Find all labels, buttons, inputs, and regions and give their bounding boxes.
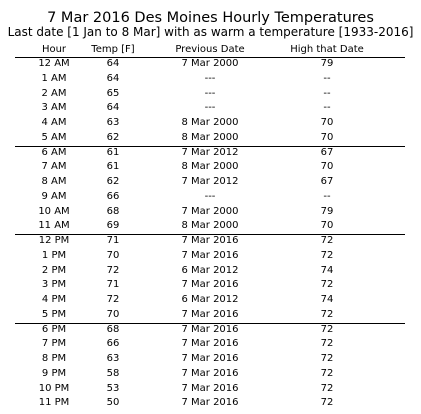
cell-temp: 61 — [106, 161, 120, 173]
cell-high-that-date: 72 — [320, 235, 334, 246]
cell-previous-date: 7 Mar 2016 — [181, 323, 239, 335]
column-header-temp: Temp [F] — [91, 44, 135, 55]
cell-hour: 6 PM — [41, 323, 67, 335]
cell-previous-date: 7 Mar 2012 — [181, 146, 239, 158]
cell-high-that-date: 74 — [320, 294, 334, 305]
cell-hour: 4 AM — [41, 117, 67, 128]
column-header-high-that-date: High that Date — [290, 44, 364, 55]
cell-high-that-date: 72 — [320, 382, 334, 394]
cell-hour: 1 PM — [41, 249, 67, 261]
cell-temp: 66 — [106, 338, 120, 350]
cell-high-that-date: 70 — [320, 220, 334, 232]
cell-previous-date: 7 Mar 2016 — [181, 249, 239, 261]
cell-temp: 50 — [106, 397, 120, 409]
cell-hour: 12 AM — [38, 58, 70, 69]
cell-hour: 2 AM — [41, 87, 67, 99]
cell-high-that-date: 74 — [320, 264, 334, 276]
cell-previous-date: 7 Mar 2016 — [181, 397, 239, 409]
cell-previous-date: 7 Mar 2016 — [181, 367, 239, 379]
cell-temp: 63 — [106, 353, 120, 364]
cell-previous-date: 7 Mar 2016 — [181, 382, 239, 394]
cell-previous-date: --- — [204, 190, 216, 202]
cell-temp: 71 — [106, 235, 120, 246]
cell-previous-date: 7 Mar 2016 — [181, 308, 239, 320]
cell-high-that-date: 72 — [320, 397, 334, 409]
cell-temp: 68 — [106, 323, 120, 335]
cell-previous-date: --- — [204, 72, 216, 84]
cell-temp: 70 — [106, 308, 120, 320]
cell-temp: 61 — [106, 146, 120, 158]
cell-hour: 3 PM — [41, 279, 67, 291]
cell-hour: 10 AM — [38, 205, 70, 217]
cell-temp: 71 — [106, 279, 120, 291]
cell-temp: 62 — [106, 176, 120, 187]
cell-temp: 63 — [106, 117, 120, 128]
cell-previous-date: 6 Mar 2012 — [181, 264, 239, 276]
cell-hour: 8 AM — [41, 176, 67, 187]
cell-previous-date: 8 Mar 2000 — [181, 161, 239, 173]
cell-hour: 9 PM — [41, 367, 67, 379]
cell-high-that-date: 70 — [320, 131, 334, 143]
cell-hour: 10 PM — [38, 382, 70, 394]
cell-high-that-date: 72 — [320, 249, 334, 261]
cell-high-that-date: 72 — [320, 367, 334, 379]
cell-hour: 1 AM — [41, 72, 67, 84]
cell-previous-date: 7 Mar 2016 — [181, 279, 239, 291]
cell-temp: 62 — [106, 131, 120, 143]
cell-temp: 64 — [106, 72, 120, 84]
cell-previous-date: --- — [204, 87, 216, 99]
cell-high-that-date: 72 — [320, 279, 334, 291]
cell-temp: 72 — [106, 294, 120, 305]
cell-high-that-date: -- — [323, 72, 331, 84]
cell-hour: 9 AM — [41, 190, 67, 202]
column-header-previous-date: Previous Date — [175, 44, 245, 55]
cell-temp: 66 — [106, 190, 120, 202]
cell-hour: 3 AM — [41, 102, 67, 114]
cell-hour: 11 AM — [38, 220, 70, 232]
cell-hour: 2 PM — [41, 264, 67, 276]
cell-high-that-date: 70 — [320, 117, 334, 128]
cell-previous-date: 7 Mar 2016 — [181, 353, 239, 364]
cell-previous-date: 7 Mar 2000 — [181, 58, 239, 69]
cell-high-that-date: -- — [323, 190, 331, 202]
cell-high-that-date: 67 — [320, 176, 334, 187]
cell-high-that-date: 70 — [320, 161, 334, 173]
cell-temp: 53 — [106, 382, 120, 394]
cell-previous-date: 8 Mar 2000 — [181, 117, 239, 128]
cell-previous-date: 8 Mar 2000 — [181, 220, 239, 232]
cell-high-that-date: 79 — [320, 205, 334, 217]
cell-high-that-date: 72 — [320, 353, 334, 364]
cell-previous-date: 7 Mar 2016 — [181, 235, 239, 246]
cell-previous-date: --- — [204, 102, 216, 114]
cell-temp: 70 — [106, 249, 120, 261]
cell-hour: 11 PM — [38, 397, 70, 409]
cell-previous-date: 7 Mar 2016 — [181, 338, 239, 350]
cell-high-that-date: 67 — [320, 146, 334, 158]
cell-high-that-date: 72 — [320, 308, 334, 320]
cell-hour: 12 PM — [38, 235, 70, 246]
cell-high-that-date: -- — [323, 87, 331, 99]
cell-temp: 64 — [106, 58, 120, 69]
cell-temp: 72 — [106, 264, 120, 276]
cell-temp: 65 — [106, 87, 120, 99]
cell-hour: 4 PM — [41, 294, 67, 305]
cell-hour: 8 PM — [41, 353, 67, 364]
cell-previous-date: 8 Mar 2000 — [181, 131, 239, 143]
cell-previous-date: 7 Mar 2000 — [181, 205, 239, 217]
cell-high-that-date: 72 — [320, 338, 334, 350]
cell-hour: 6 AM — [41, 146, 67, 158]
cell-previous-date: 7 Mar 2012 — [181, 176, 239, 187]
cell-hour: 7 AM — [41, 161, 67, 173]
cell-temp: 68 — [106, 205, 120, 217]
chart-title: 7 Mar 2016 Des Moines Hourly Temperatures — [47, 10, 374, 26]
cell-hour: 5 AM — [41, 131, 67, 143]
column-header-hour: Hour — [41, 44, 67, 55]
chart-subtitle: Last date [1 Jan to 8 Mar] with as warm a temperature [1933-2016] — [7, 25, 414, 39]
cell-temp: 64 — [106, 102, 120, 114]
cell-hour: 7 PM — [41, 338, 67, 350]
cell-high-that-date: -- — [323, 102, 331, 114]
cell-temp: 69 — [106, 220, 120, 232]
cell-high-that-date: 72 — [320, 323, 334, 335]
cell-temp: 58 — [106, 367, 120, 379]
cell-previous-date: 6 Mar 2012 — [181, 294, 239, 305]
cell-hour: 5 PM — [41, 308, 67, 320]
cell-high-that-date: 79 — [320, 58, 334, 69]
